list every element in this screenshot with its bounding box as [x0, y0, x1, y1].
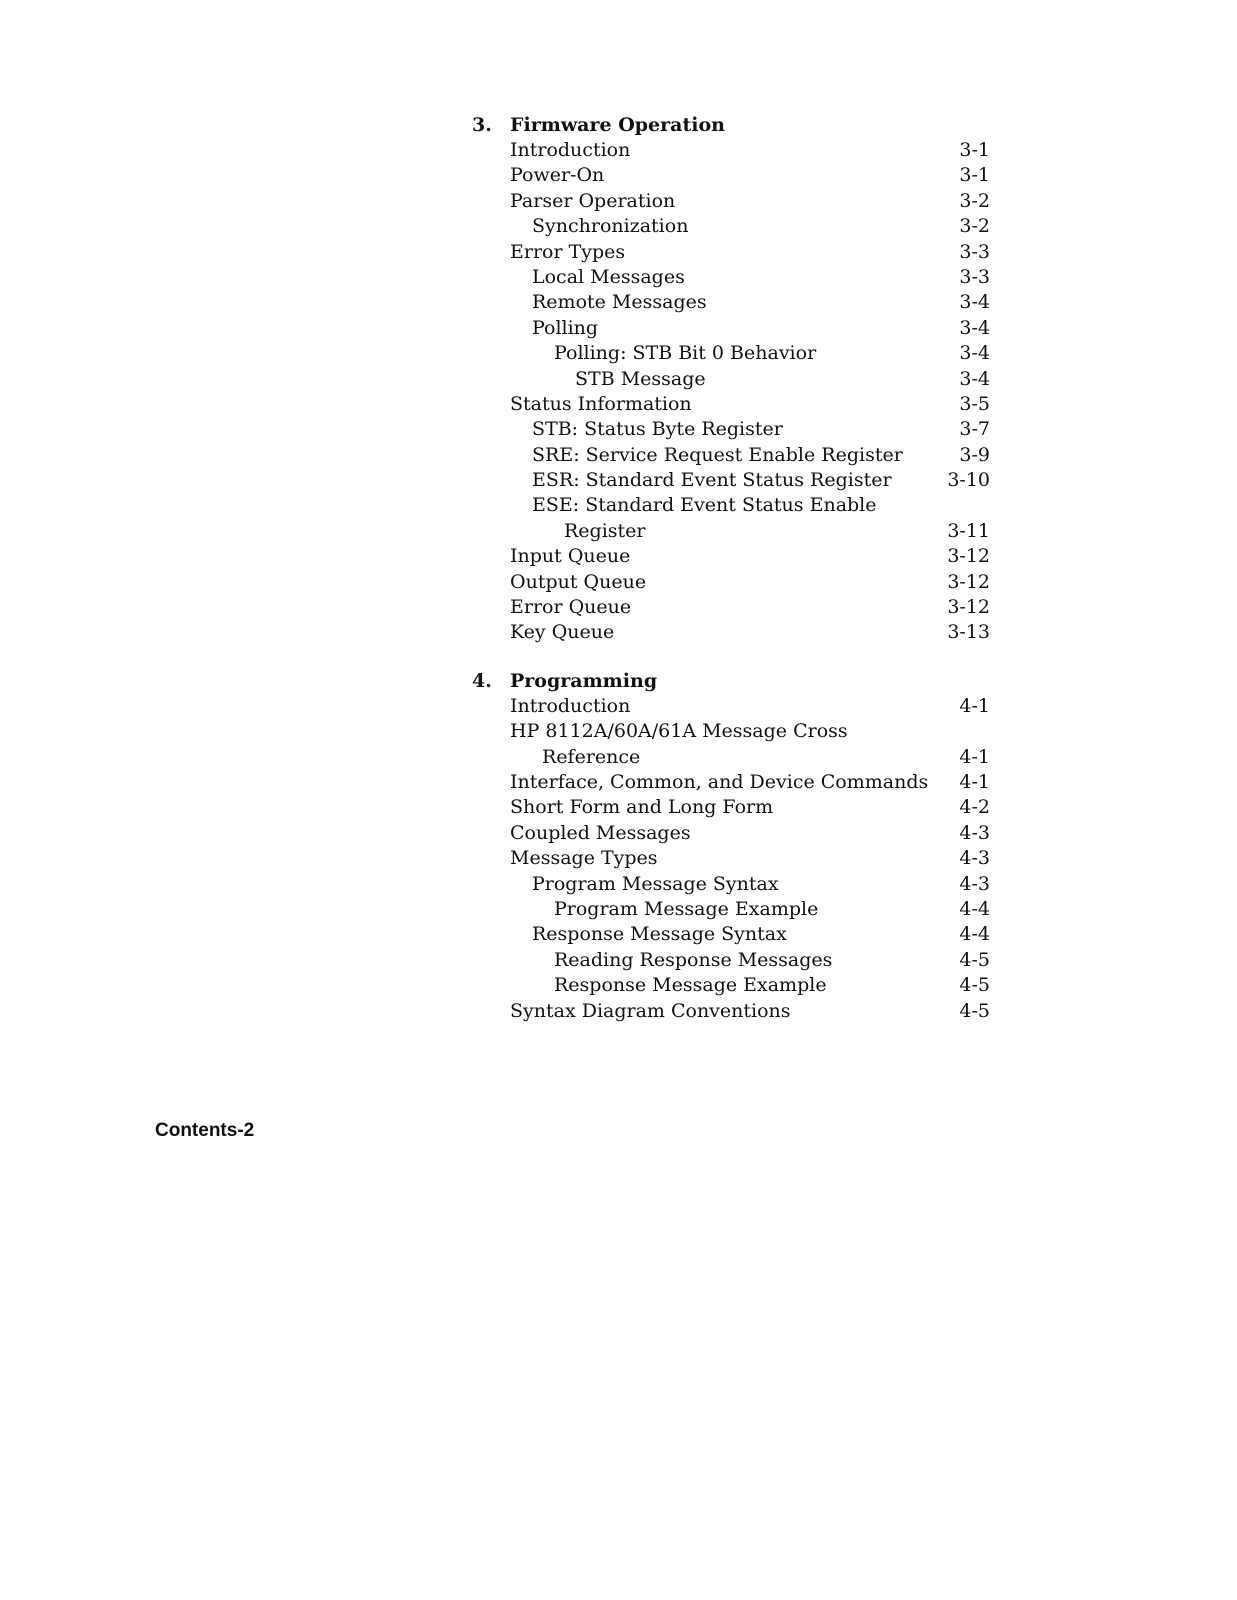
toc-entry-page: 3-1	[959, 164, 990, 187]
toc-entry[interactable]	[472, 821, 994, 846]
toc-entry-page: 3-4	[959, 367, 990, 390]
toc-entry-label: Parser Operation	[510, 189, 681, 214]
toc-entry-page: 3-12	[947, 545, 990, 568]
toc-entry[interactable]	[472, 265, 994, 290]
toc-entry-page: 3-7	[959, 418, 990, 441]
toc-entry-page: 3-12	[947, 570, 990, 593]
toc-entry[interactable]	[472, 745, 994, 770]
toc-entry[interactable]	[472, 948, 994, 973]
toc-entry[interactable]	[472, 519, 994, 544]
chapter-title: Firmware Operation	[510, 114, 725, 136]
toc-entry-page: 3-3	[959, 265, 990, 288]
toc-entry-page: 4-4	[959, 897, 990, 920]
toc-entry[interactable]	[472, 595, 994, 620]
toc-entry-label: STB Message	[575, 367, 712, 392]
toc-entry-label: Error Types	[510, 240, 631, 265]
toc-entry-page: 3-4	[959, 342, 990, 365]
toc-entry-label: Polling	[532, 316, 604, 341]
toc-entry-label: Synchronization	[532, 214, 694, 239]
chapter-4	[472, 668, 994, 1024]
toc-entry[interactable]	[472, 290, 994, 315]
toc-entry-label: Introduction	[510, 694, 636, 719]
toc-entry[interactable]	[472, 846, 994, 871]
toc-entry[interactable]	[472, 468, 994, 493]
toc-entry[interactable]	[472, 214, 994, 239]
toc-entry-page: 4-1	[959, 770, 990, 793]
toc-entry-label: SRE: Service Request Enable Register	[532, 443, 909, 468]
toc-entry-label: Message Types	[510, 846, 664, 871]
toc-entry-label: Power-On	[510, 163, 610, 188]
toc-entry[interactable]	[472, 240, 994, 265]
toc-entry[interactable]	[472, 922, 994, 947]
toc-entry-page: 3-1	[959, 139, 990, 161]
toc-entry-page: 3-2	[959, 189, 990, 212]
toc-entry[interactable]	[472, 316, 994, 341]
toc-entry-page: 3-3	[959, 240, 990, 263]
toc-entry-label: Response Message Syntax	[532, 922, 793, 947]
toc-entry-label: Short Form and Long Form	[510, 795, 779, 820]
toc-entry-page: 4-3	[959, 847, 990, 870]
chapter-number: 3.	[472, 114, 492, 136]
toc-entry-label: Reference	[542, 745, 646, 770]
chapter-number: 4.	[472, 669, 492, 692]
toc-entry[interactable]	[472, 620, 994, 645]
toc-entry-label: Coupled Messages	[510, 821, 697, 846]
toc-entry[interactable]	[472, 570, 994, 595]
toc-entry[interactable]	[472, 367, 994, 392]
toc-entry[interactable]	[472, 417, 994, 442]
toc-entry-page: 4-3	[959, 821, 990, 844]
toc-entry[interactable]	[472, 897, 994, 922]
toc-entry-page: 4-5	[959, 999, 990, 1022]
chapter-heading	[472, 668, 994, 694]
toc-entry-label: HP 8112A/60A/61A Message Cross	[510, 719, 854, 744]
toc-entry-label: Local Messages	[532, 265, 691, 290]
toc-entry-label: Syntax Diagram Conventions	[510, 999, 797, 1024]
toc-entry-page: 3-5	[959, 392, 990, 415]
toc-entry-page: 4-4	[959, 923, 990, 946]
toc-entry[interactable]	[472, 341, 994, 366]
toc-entry-page: 4-1	[959, 694, 990, 717]
toc-entry-page: 3-10	[947, 469, 990, 492]
toc-entry-page: 4-2	[959, 796, 990, 819]
toc-entry[interactable]	[472, 770, 994, 795]
toc-entry[interactable]	[472, 493, 994, 518]
toc-entry[interactable]	[472, 189, 994, 214]
toc-entry-label: Error Queue	[510, 595, 637, 620]
toc-entry[interactable]	[472, 544, 994, 569]
toc-entry-label: Status Information	[510, 392, 698, 417]
toc-entry-page: 4-5	[959, 974, 990, 997]
toc-entry-page: 3-12	[947, 596, 990, 619]
toc-entry[interactable]	[472, 973, 994, 998]
toc-entry-label: Interface, Common, and Device Commands	[510, 770, 934, 795]
toc-entry-label: Introduction	[510, 138, 636, 163]
toc-entry-label: STB: Status Byte Register	[532, 417, 789, 442]
toc-entry-page: 3-4	[959, 316, 990, 339]
toc-entry-label: Key Queue	[510, 620, 620, 645]
toc-entry-label: Register	[564, 519, 652, 544]
toc-entry-label: Program Message Syntax	[532, 872, 785, 897]
toc-entry-label: Remote Messages	[532, 290, 713, 315]
toc-entry-label: Reading Response Messages	[554, 948, 838, 973]
toc-entry-page: 3-4	[959, 291, 990, 314]
toc-entry[interactable]	[472, 795, 994, 820]
toc-entry-page: 4-1	[959, 745, 990, 768]
toc-entry[interactable]	[472, 138, 994, 163]
toc-entry[interactable]	[472, 999, 994, 1024]
toc-entry-label: Output Queue	[510, 570, 652, 595]
page-number-footer: Contents-2	[155, 1120, 255, 1141]
table-of-contents	[472, 112, 994, 1024]
toc-entry-label: Program Message Example	[554, 897, 824, 922]
toc-entry-label: ESE: Standard Event Status Enable	[532, 493, 883, 518]
toc-entry-page: 3-2	[959, 215, 990, 238]
chapter-3	[472, 112, 994, 646]
toc-entry-page: 4-3	[959, 872, 990, 895]
toc-entry-label: Polling: STB Bit 0 Behavior	[554, 341, 822, 366]
toc-entry[interactable]	[472, 163, 994, 188]
toc-entry-label: Response Message Example	[554, 973, 833, 998]
toc-entry[interactable]	[472, 872, 994, 897]
toc-entry-page: 3-11	[947, 519, 990, 542]
toc-entry-label: ESR: Standard Event Status Register	[532, 468, 898, 493]
toc-entry-label: Input Queue	[510, 544, 636, 569]
chapter-heading	[472, 112, 994, 138]
toc-entry-page: 4-5	[959, 948, 990, 971]
toc-entry-page: 3-9	[959, 443, 990, 466]
toc-entry[interactable]	[472, 719, 994, 744]
toc-entry[interactable]	[472, 443, 994, 468]
chapter-title: Programming	[510, 669, 658, 692]
toc-entry-page: 3-13	[947, 621, 990, 644]
toc-entry[interactable]	[472, 392, 994, 417]
toc-entry[interactable]	[472, 694, 994, 719]
